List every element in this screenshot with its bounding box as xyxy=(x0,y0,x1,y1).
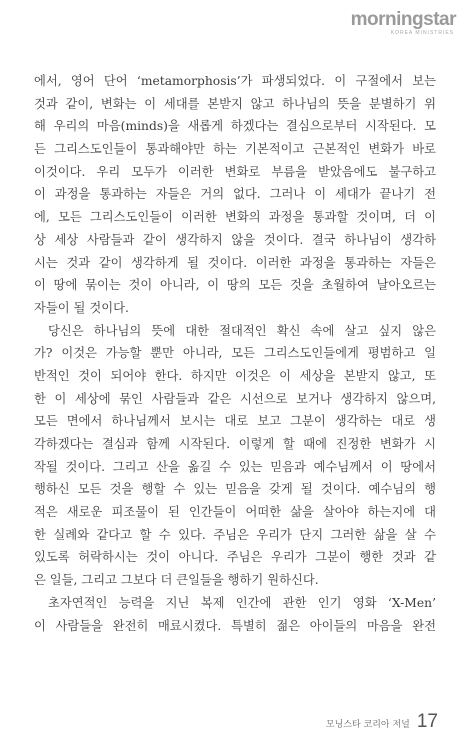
text-line: 각하겠다는 결심과 함께 시작된다. 이렇게 할 때에 진정한 변화가 시 xyxy=(34,437,436,451)
text-line: 에, 모든 그리스도인들이 이러한 변화의 과정을 통과할 것이며, 더 이 xyxy=(34,210,436,225)
brand-logo-text: morningstar xyxy=(350,9,456,30)
journal-name: 모닝스타 코리아 저널 xyxy=(325,720,410,730)
text-line: 것과 같이, 변화는 이 세대를 본받지 않고 하나님의 뜻을 분별하기 위 xyxy=(34,96,436,111)
text-line: 당신은 하나님의 뜻에 대한 절대적인 확신 속에 살고 싶지 않은 xyxy=(48,323,436,338)
article-body xyxy=(34,70,436,637)
brand-subtitle: KOREA MINISTRIES xyxy=(390,30,454,36)
text-line: 한 이 세상에 묶인 사람들과 같은 시선으로 보거나 생각하지 않으며, xyxy=(34,391,436,406)
text-line: 해 우리의 마음(minds)을 새롭게 하겠다는 결심으로부터 시작된다. 모 xyxy=(34,119,436,134)
page-number: 17 xyxy=(416,711,438,732)
masthead-logo xyxy=(351,10,456,36)
text-line: 자들이 될 것이다. xyxy=(34,300,129,315)
text-line: 이 땅에 묶이는 것이 아니라, 이 땅의 모든 것을 초월하여 날아오르는 xyxy=(34,278,436,293)
text-line: 상 세상 사람들과 같이 생각하지 않을 것이다. 결국 하나님이 생각하 xyxy=(34,232,436,247)
text-line: 행하신 모든 것을 행할 수 있는 믿음을 갖게 될 것이다. 예수님의 행 xyxy=(34,482,436,497)
text-line: 가? 이것은 가능할 뿐만 아니라, 모든 그리스도인들에게 평범하고 일 xyxy=(34,346,436,361)
text-line: 은 일들, 그리고 그보다 더 큰일들을 행하기 원하신다. xyxy=(34,573,319,588)
text-line: 든 그리스도인들이 통과해야만 하는 기본적이고 근본적인 변화가 바로 xyxy=(34,142,436,157)
text-line: 작될 것이다. 그리고 산을 옮길 수 있는 믿음과 예수님께서 이 땅에서 xyxy=(34,459,436,474)
text-line: 이것이다. 우리 모두가 이러한 변화로 부름을 받았음에도 불구하고 xyxy=(34,164,436,179)
text-line: 모든 면에서 하나님께서 보시는 대로 보고 그분이 생각하는 대로 생 xyxy=(34,414,436,429)
text-line: 적은 새로운 피조물이 된 인간들이 어떠한 삶을 살아야 하는지에 대 xyxy=(34,505,436,520)
text-line: 있도록 허락하시는 것이 아니다. 주님은 우리가 그분이 행한 것과 같 xyxy=(34,550,436,565)
text-line: 이 사람들을 완전히 매료시켰다. 특별히 젊은 아이들의 마음을 완전 xyxy=(34,618,436,633)
text-line: 에서, 영어 단어 ‘metamorphosis’가 파생되었다. 이 구절에서 보는 xyxy=(34,74,436,88)
text-line: 한 실례와 같다고 할 수 있다. 주님은 우리가 단지 그러한 삶을 살 수 xyxy=(34,527,436,542)
text-line: 반적인 것이 되어야 한다. 하지만 이것은 이 세상을 본받지 않고, 또 xyxy=(34,368,436,383)
text-line: 이 과정을 통과하는 자들은 거의 없다. 그러나 이 세대가 끝나기 전 xyxy=(34,187,436,202)
text-line: 초자연적인 능력을 지닌 복제 인간에 관한 인기 영화 ‘X-Men’ xyxy=(48,595,436,610)
text-line: 시는 것과 같이 생각하게 될 것이다. 이러한 과정을 통과하는 자들은 xyxy=(34,255,436,270)
page-footer xyxy=(326,711,438,733)
